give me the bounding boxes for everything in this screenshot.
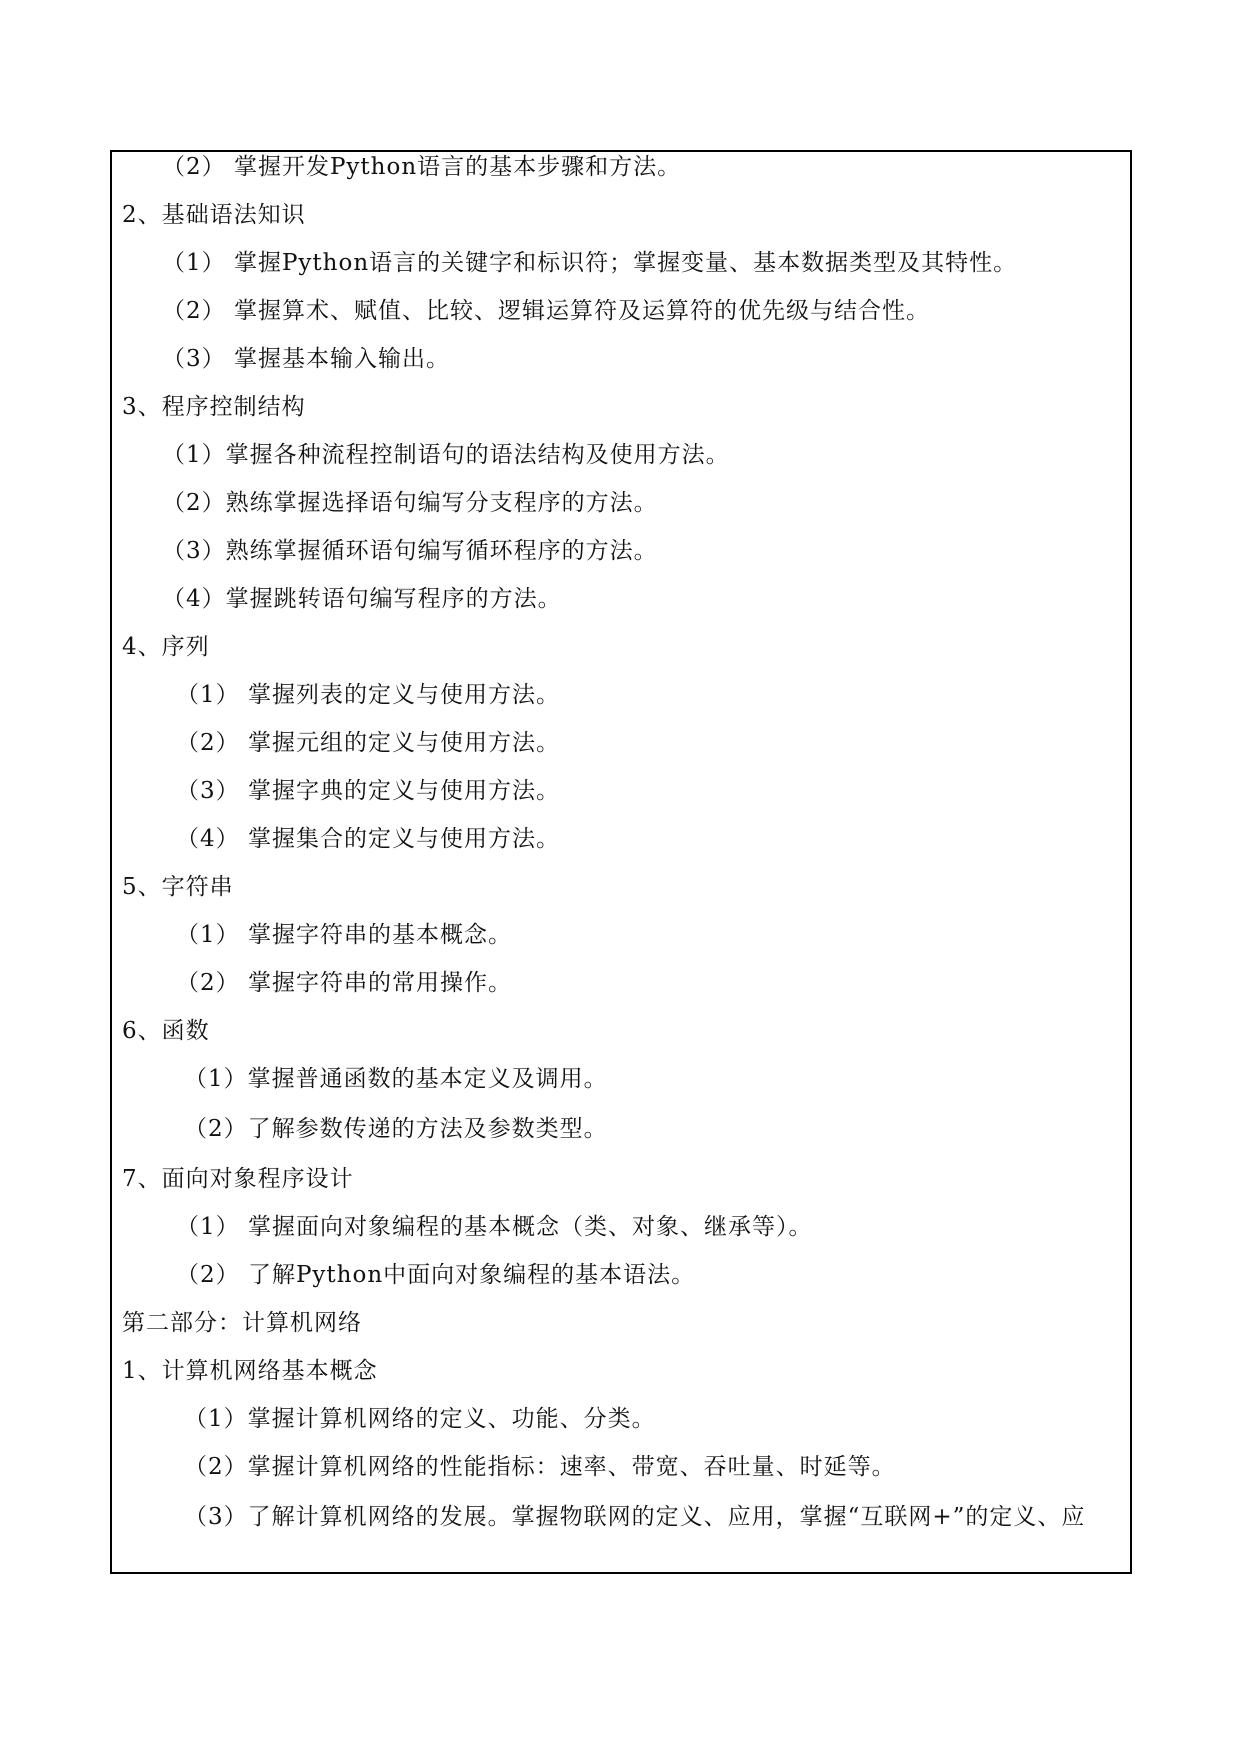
list-item: （1）掌握各种流程控制语句的语法结构及使用方法。 — [162, 442, 730, 468]
list-item: （3）了解计算机网络的发展。掌握物联网的定义、应用，掌握“互联网+”的定义、应 — [184, 1504, 1086, 1530]
list-item: （3） 掌握基本输入输出。 — [162, 346, 450, 372]
list-item: （1） 掌握列表的定义与使用方法。 — [176, 682, 560, 708]
list-item: （3）熟练掌握循环语句编写循环程序的方法。 — [162, 538, 658, 564]
content-table-cell — [110, 150, 1132, 1574]
list-item: （2） 掌握算术、赋值、比较、逻辑运算符及运算符的优先级与结合性。 — [162, 298, 930, 324]
list-item: （2）了解参数传递的方法及参数类型。 — [184, 1116, 608, 1142]
list-item: （1） 掌握字符串的基本概念。 — [176, 922, 512, 948]
section-heading: 4、序列 — [122, 634, 210, 660]
list-item: （2） 掌握字符串的常用操作。 — [176, 970, 512, 996]
list-item: （2） 了解Python中面向对象编程的基本语法。 — [176, 1262, 696, 1288]
list-item: （2） 掌握开发Python语言的基本步骤和方法。 — [162, 154, 682, 180]
list-item: （3） 掌握字典的定义与使用方法。 — [176, 778, 560, 804]
section-heading: 1、计算机网络基本概念 — [122, 1358, 378, 1384]
section-heading: 5、字符串 — [122, 874, 234, 900]
part-heading: 第二部分：计算机网络 — [122, 1310, 362, 1336]
list-item: （1）掌握普通函数的基本定义及调用。 — [184, 1066, 608, 1092]
list-item: （1） 掌握Python语言的关键字和标识符；掌握变量、基本数据类型及其特性。 — [162, 250, 1018, 276]
list-item: （2）熟练掌握选择语句编写分支程序的方法。 — [162, 490, 658, 516]
list-item: （2） 掌握元组的定义与使用方法。 — [176, 730, 560, 756]
list-item: （4） 掌握集合的定义与使用方法。 — [176, 826, 560, 852]
section-heading: 2、基础语法知识 — [122, 202, 306, 228]
list-item: （4）掌握跳转语句编写程序的方法。 — [162, 586, 562, 612]
section-heading: 7、面向对象程序设计 — [122, 1166, 354, 1192]
list-item: （1） 掌握面向对象编程的基本概念（类、对象、继承等）。 — [176, 1214, 813, 1240]
list-item: （1）掌握计算机网络的定义、功能、分类。 — [184, 1406, 656, 1432]
section-heading: 6、函数 — [122, 1018, 210, 1044]
section-heading: 3、程序控制结构 — [122, 394, 306, 420]
list-item: （2）掌握计算机网络的性能指标：速率、带宽、吞吐量、时延等。 — [184, 1454, 896, 1480]
